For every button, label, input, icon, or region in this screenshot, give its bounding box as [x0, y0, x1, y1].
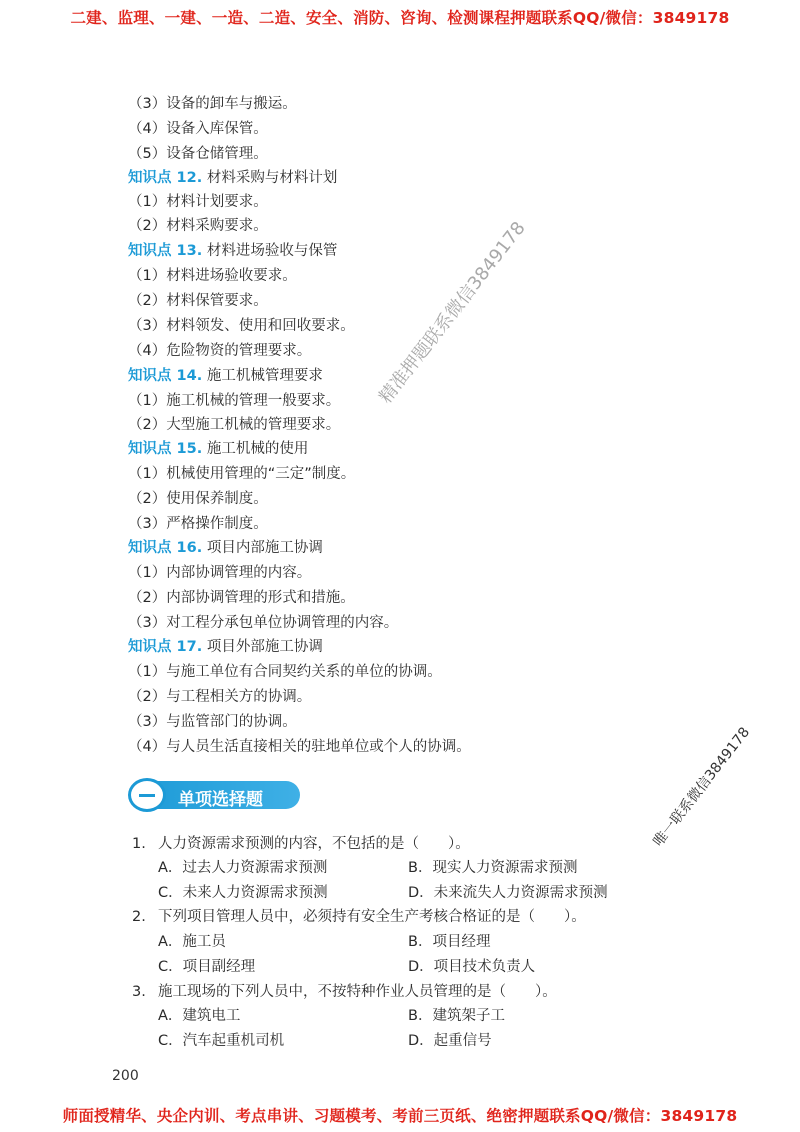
list-item: （1）材料计划要求。 [128, 194, 268, 210]
watermark-text: 唯一联系微信3849178 [650, 724, 754, 850]
list-item: （1）与施工单位有合同契约关系的单位的协调。 [128, 664, 442, 680]
knowledge-point-heading [128, 538, 323, 558]
answer-option: D．未来流失人力资源需求预测 [408, 885, 608, 901]
section-number-dash [139, 794, 155, 797]
list-item: （3）设备的卸车与搬运。 [128, 96, 297, 112]
answer-option: A．建筑电工 [158, 1008, 241, 1024]
answer-option: C．项目副经理 [158, 959, 256, 975]
knowledge-point-number: 知识点 12. [128, 170, 203, 186]
list-item: （2）使用保养制度。 [128, 491, 268, 507]
question-stem: 下列项目管理人员中，必须持有安全生产考核合格证的是（ ）。 [158, 909, 586, 925]
top-ad-banner: 二建、监理、一建、一造、二造、安全、消防、咨询、检测课程押题联系QQ/微信：3849178 [70, 9, 730, 27]
question-number: 1. [132, 836, 146, 852]
knowledge-point-heading [128, 366, 323, 386]
question [132, 834, 470, 854]
knowledge-point-heading [128, 168, 337, 188]
answer-option: A．过去人力资源需求预测 [158, 860, 328, 876]
knowledge-point-number: 知识点 17. [128, 639, 203, 655]
answer-option: B．建筑架子工 [408, 1008, 505, 1024]
list-item: （2）与工程相关方的协调。 [128, 689, 312, 705]
list-item: （4）设备入库保管。 [128, 121, 268, 137]
list-item: （2）大型施工机械的管理要求。 [128, 417, 341, 433]
list-item: （2）材料采购要求。 [128, 218, 268, 234]
list-item: （3）与监管部门的协调。 [128, 714, 297, 730]
answer-option: D．项目技术负责人 [408, 959, 536, 975]
knowledge-point-number: 知识点 15. [128, 441, 203, 457]
section-title: 单项选择题 [178, 790, 263, 810]
list-item: （3）材料领发、使用和回收要求。 [128, 318, 355, 334]
question-stem: 人力资源需求预测的内容，不包括的是（ ）。 [158, 836, 470, 852]
list-item: （1）机械使用管理的“三定”制度。 [128, 466, 356, 482]
knowledge-point-title: 施工机械管理要求 [206, 368, 323, 384]
knowledge-point-number: 知识点 16. [128, 540, 203, 556]
knowledge-point-number: 知识点 13. [128, 243, 203, 259]
question [132, 907, 586, 927]
list-item: （2）内部协调管理的形式和措施。 [128, 590, 355, 606]
section-number-badge [128, 778, 166, 812]
list-item: （3）对工程分承包单位协调管理的内容。 [128, 615, 399, 631]
knowledge-point-title: 项目内部施工协调 [206, 540, 323, 556]
knowledge-point-title: 施工机械的使用 [206, 441, 309, 457]
answer-option: C．未来人力资源需求预测 [158, 885, 328, 901]
bottom-ad-banner: 师面授精华、央企内训、考点串讲、习题模考、考前三页纸、绝密押题联系QQ/微信：3849178 [62, 1107, 738, 1125]
knowledge-point-heading [128, 439, 308, 459]
knowledge-point-title: 项目外部施工协调 [206, 639, 323, 655]
answer-option: B．项目经理 [408, 934, 491, 950]
page-number: 200 [112, 1068, 139, 1084]
list-item: （4）与人员生活直接相关的驻地单位或个人的协调。 [128, 739, 471, 755]
list-item: （4）危险物资的管理要求。 [128, 343, 312, 359]
question-number: 3. [132, 984, 146, 1000]
knowledge-point-title: 材料采购与材料计划 [206, 170, 338, 186]
section-header [128, 778, 300, 812]
answer-option: C．汽车起重机司机 [158, 1033, 285, 1049]
knowledge-point-number: 知识点 14. [128, 368, 203, 384]
knowledge-point-heading [128, 637, 323, 657]
question-number: 2. [132, 909, 146, 925]
watermark-text: 精准押题联系微信3849178 [375, 217, 530, 408]
answer-option: A．施工员 [158, 934, 226, 950]
knowledge-point-title: 材料进场验收与保管 [206, 243, 338, 259]
list-item: （1）施工机械的管理一般要求。 [128, 393, 341, 409]
answer-option: B．现实人力资源需求预测 [408, 860, 578, 876]
knowledge-point-heading [128, 241, 337, 261]
question-stem: 施工现场的下列人员中，不按特种作业人员管理的是（ ）。 [158, 984, 557, 1000]
answer-option: D．起重信号 [408, 1033, 492, 1049]
list-item: （2）材料保管要求。 [128, 293, 268, 309]
list-item: （1）内部协调管理的内容。 [128, 565, 312, 581]
question [132, 982, 557, 1002]
list-item: （1）材料进场验收要求。 [128, 268, 297, 284]
list-item: （3）严格操作制度。 [128, 516, 268, 532]
list-item: （5）设备仓储管理。 [128, 146, 268, 162]
